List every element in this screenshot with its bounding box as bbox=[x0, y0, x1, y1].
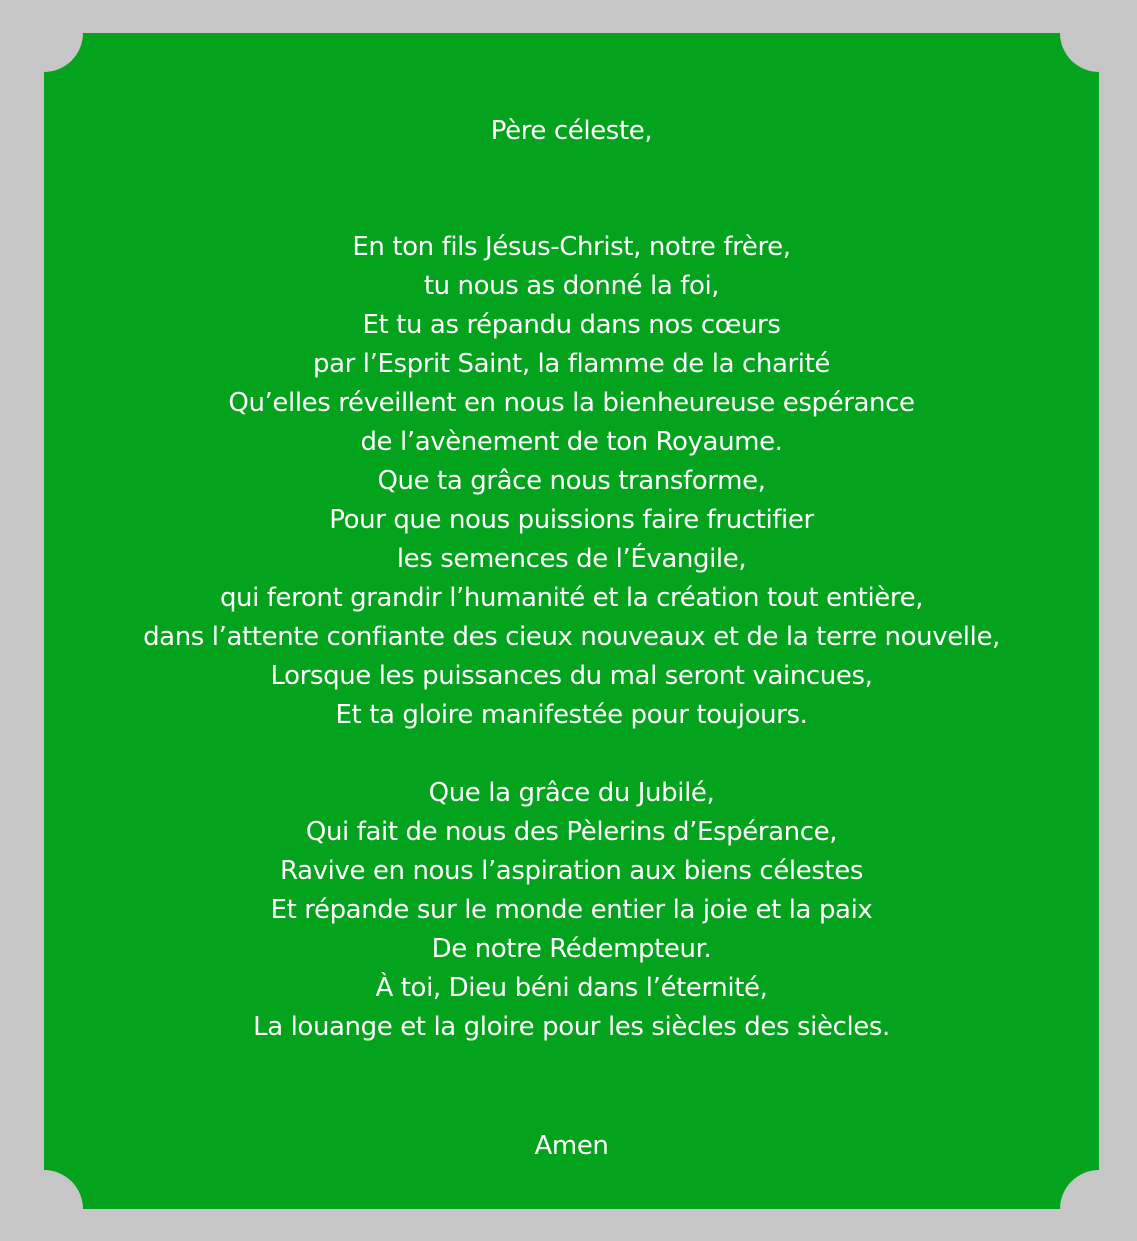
prayer-line: Qui fait de nous des Pèlerins d’Espérance, bbox=[305, 817, 838, 847]
prayer-line: de l’avènement de ton Royaume. bbox=[360, 427, 783, 457]
prayer-line: Que la grâce du Jubilé, bbox=[428, 778, 715, 808]
prayer-card bbox=[44, 33, 1099, 1209]
prayer-line: À toi, Dieu béni dans l’éternité, bbox=[375, 973, 768, 1003]
prayer-line: La louange et la gloire pour les siècles des siècles. bbox=[253, 1012, 890, 1042]
corner-notch-bottom-right bbox=[1060, 1170, 1099, 1209]
prayer-line: Et ta gloire manifestée pour toujours. bbox=[335, 700, 808, 730]
corner-notch-top-left bbox=[44, 33, 83, 72]
prayer-line: qui feront grandir l’humanité et la création tout entière, bbox=[219, 583, 924, 613]
prayer-line: Pour que nous puissions faire fructifier bbox=[329, 505, 814, 535]
prayer-line: Que ta grâce nous transforme, bbox=[377, 466, 766, 496]
corner-notch-bottom-left bbox=[44, 1170, 83, 1209]
prayer-salutation: Père céleste, bbox=[490, 116, 653, 146]
prayer-line: Qu’elles réveillent en nous la bienheureuse espérance bbox=[228, 388, 915, 418]
prayer-line: dans l’attente confiante des cieux nouveaux et de la terre nouvelle, bbox=[143, 622, 1000, 652]
prayer-line: Ravive en nous l’aspiration aux biens célestes bbox=[280, 856, 863, 886]
prayer-line: Et tu as répandu dans nos cœurs bbox=[362, 310, 781, 340]
prayer-line: En ton fils Jésus-Christ, notre frère, bbox=[352, 232, 791, 262]
prayer-line: De notre Rédempteur. bbox=[431, 934, 712, 964]
prayer-line: Lorsque les puissances du mal seront vaincues, bbox=[270, 661, 873, 691]
prayer-line: par l’Esprit Saint, la flamme de la charité bbox=[312, 349, 831, 379]
corner-notch-top-right bbox=[1060, 33, 1099, 72]
prayer-line: tu nous as donné la foi, bbox=[423, 271, 720, 301]
prayer-line: Et répande sur le monde entier la joie et la paix bbox=[270, 895, 873, 925]
prayer-closing: Amen bbox=[534, 1131, 609, 1161]
prayer-line: les semences de l’Évangile, bbox=[396, 544, 747, 574]
